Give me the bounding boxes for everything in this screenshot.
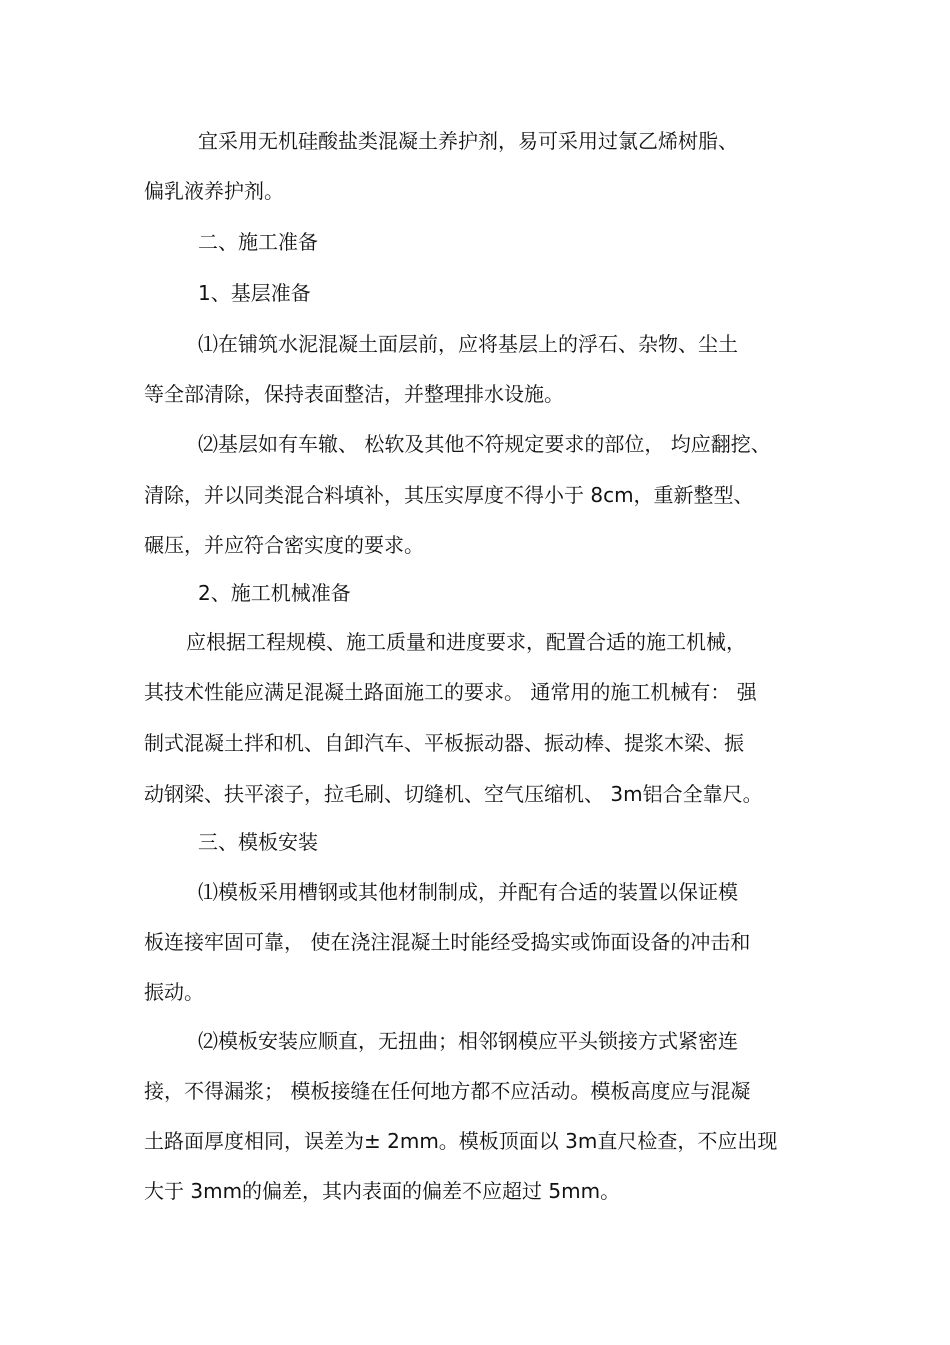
text-line-8: 清除，并以同类混合料填补，其压实厚度不得小于 8cm，重新整型、 [144, 483, 754, 507]
section-heading-formwork: 三、模板安装 [198, 830, 318, 854]
text-line-2: 偏乳液养护剂。 [144, 179, 284, 203]
section-heading-preparation: 二、施工准备 [198, 230, 318, 254]
text-line-17: 板连接牢固可靠， 使在浇注混凝土时能经受捣实或饰面设备的冲击和 [144, 930, 751, 954]
text-line-12: 其技术性能应满足混凝土路面施工的要求。 通常用的施工机械有： 强 [144, 680, 757, 704]
text-line-5: ⑴在铺筑水泥混凝土面层前，应将基层上的浮石、杂物、尘土 [198, 332, 738, 356]
text-line-22: 大于 3mm的偏差，其内表面的偏差不应超过 5mm。 [144, 1179, 621, 1203]
text-line-1: 宜采用无机硅酸盐类混凝土养护剂，易可采用过氯乙烯树脂、 [198, 129, 738, 153]
subheading-machinery-preparation: 2、施工机械准备 [198, 581, 351, 605]
text-line-18: 振动。 [144, 980, 204, 1004]
text-line-14: 动钢梁、扶平滚子，拉毛刷、切缝机、空气压缩机、 3m铝合全靠尺。 [144, 782, 763, 806]
text-line-9: 碾压，并应符合密实度的要求。 [144, 533, 424, 557]
text-line-11: 应根据工程规模、施工质量和进度要求，配置合适的施工机械， [186, 630, 746, 654]
text-line-21: 土路面厚度相同，误差为± 2mm。模板顶面以 3m直尺检查，不应出现 [144, 1129, 778, 1153]
text-line-7: ⑵基层如有车辙、 松软及其他不符规定要求的部位， 均应翻挖、 [198, 432, 771, 456]
text-line-19: ⑵模板安装应顺直，无扭曲；相邻钢模应平头锁接方式紧密连 [198, 1029, 738, 1053]
text-line-20: 接，不得漏浆； 模板接缝在任何地方都不应活动。模板高度应与混凝 [144, 1079, 751, 1103]
subheading-base-preparation: 1、基层准备 [198, 281, 311, 305]
text-line-16: ⑴模板采用槽钢或其他材制制成，并配有合适的装置以保证模 [198, 880, 738, 904]
text-line-6: 等全部清除，保持表面整洁，并整理排水设施。 [144, 382, 564, 406]
text-line-13: 制式混凝土拌和机、自卸汽车、平板振动器、振动棒、提浆木梁、振 [144, 731, 744, 755]
